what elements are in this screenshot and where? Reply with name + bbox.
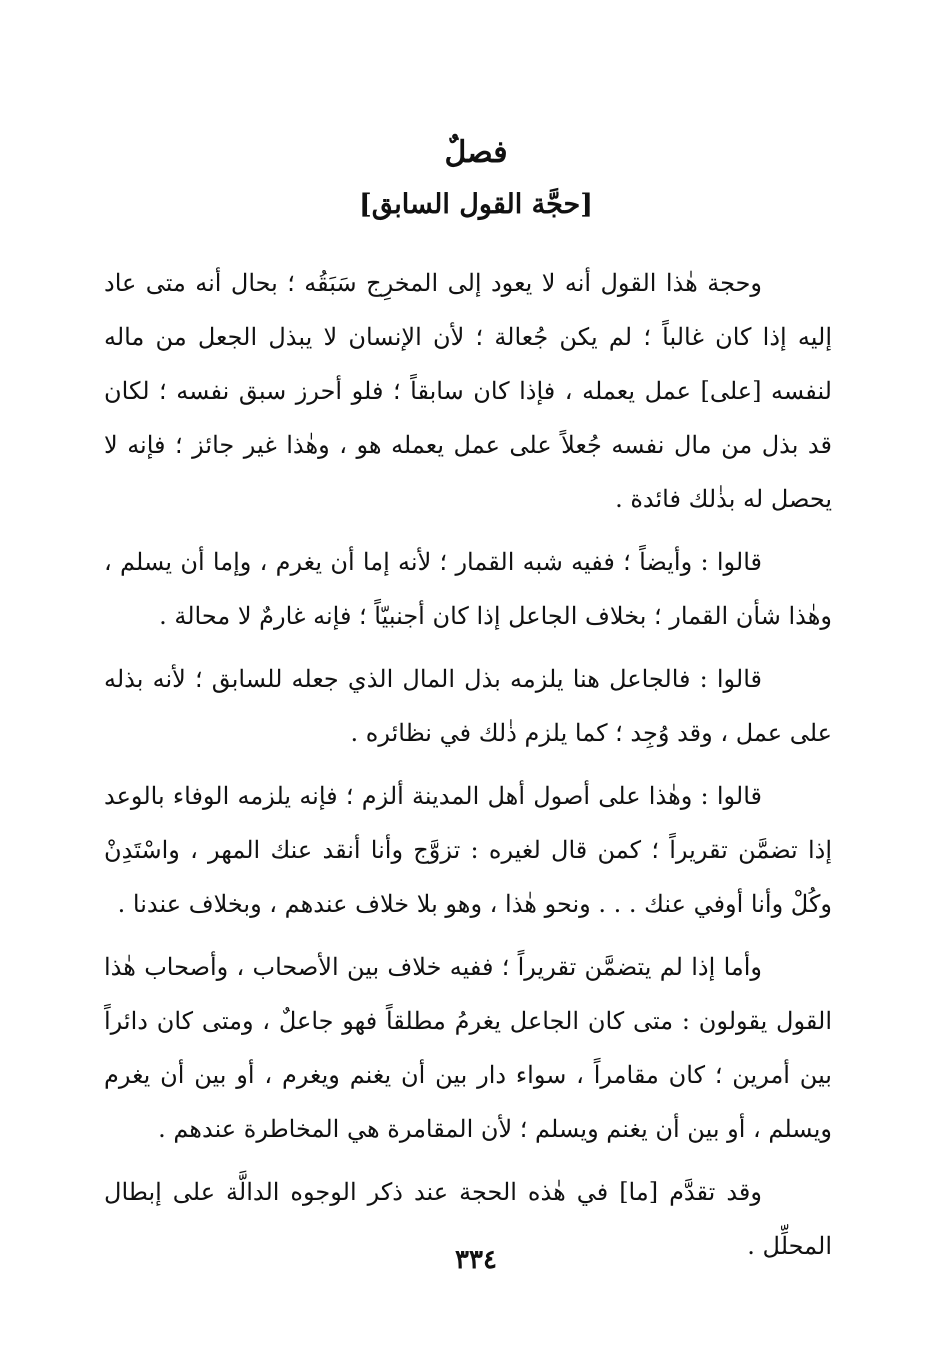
paragraph-5: وأما إذا لم يتضمَّن تقريراً ؛ ففيه خلاف بين الأصحاب ، وأصحاب هٰذا القول يقولون : متى كان الجاعل يغرمُ مطلقاً فهو جاعلٌ ، ومتى كان دائراً بين أمرين ؛ كان مقامراً ، سواء دار بين أن يغنم ويغرم ، أو بين أن يغرم ويسلم ، أو بين أن يغنم ويسلم ؛ لأن المقامرة هي المخاطرة عندهم . [104, 953, 832, 1143]
paragraph-6: وقد تقدَّم [ما] في هٰذه الحجة عند ذكر الوجوه الدالَّة على إبطال المحلِّل . [104, 1178, 832, 1260]
paragraph-3: قالوا : فالجاعل هنا يلزمه بذل المال الذي جعله للسابق ؛ لأنه بذله على عمل ، وقد وُجِد ؛ كما يلزم ذٰلك في نظائره . [104, 665, 832, 747]
paragraph-2: قالوا : وأيضاً ؛ ففيه شبه القمار ؛ لأنه إما أن يغرم ، وإما أن يسلم ، وهٰذا شأن القمار ؛ بخلاف الجاعل إذا كان أجنبيّاً ؛ فإنه غارمٌ لا محالة . [104, 548, 832, 630]
section-subtitle: [حجَّة القول السابق] [359, 189, 593, 220]
body-text [104, 256, 832, 1282]
page-number: ٣٣٤ [455, 1245, 497, 1275]
paragraph-4: قالوا : وهٰذا على أصول أهل المدينة ألزم ؛ فإنه يلزمه الوفاء بالوعد إذا تضمَّن تقريراً ؛ كمن قال لغيره : تزوَّج وأنا أنقد عنك المهر ، واسْتَدِنْ وكُلْ وأنا أوفي عنك . . . ونحو هٰذا ، وهو بلا خلاف عندهم ، وبخلاف عندنا . [104, 782, 832, 918]
paragraph-1: وحجة هٰذا القول أنه لا يعود إلى المخرِج سَبَقُه ؛ بحال أنه متى عاد إليه إذا كان غالباً ؛ لم يكن جُعالة ؛ لأن الإنسان لا يبذل الجعل من ماله لنفسه [على] عمل يعمله ، فإذا كان سابقاً ؛ فلو أحرز سبق نفسه ؛ لكان قد بذل من مال نفسه جُعلاً على عمل يعمله هو ، وهٰذا غير جائز ؛ فإنه لا يحصل له بذٰلك فائدة . [104, 269, 832, 513]
section-heading: فصلٌ [444, 135, 508, 170]
